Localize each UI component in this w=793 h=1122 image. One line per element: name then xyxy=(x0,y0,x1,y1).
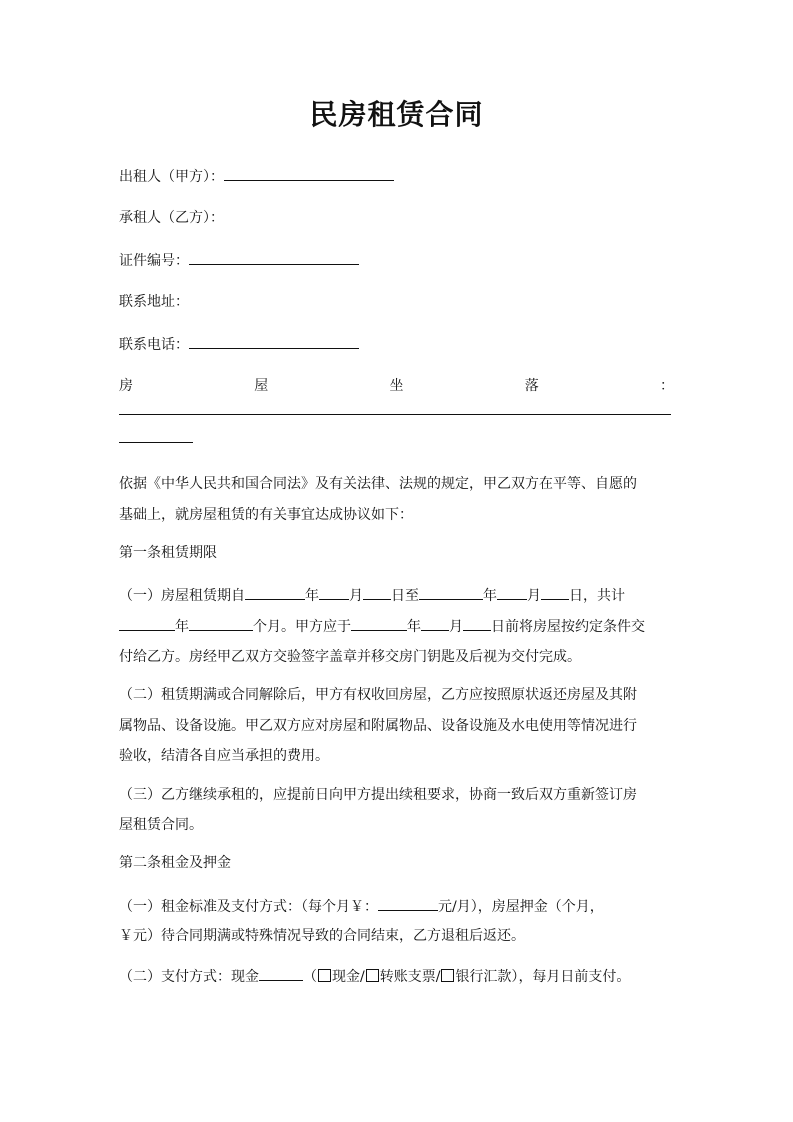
text-segment: 年 xyxy=(175,619,189,635)
checkbox-label: 转账支票/ xyxy=(379,969,441,985)
monthly-rent-blank[interactable] xyxy=(378,896,438,911)
delivery-year-blank[interactable] xyxy=(351,616,407,631)
intro-line-1: 依据《中华人民共和国合同法》及有关法律、法规的规定，甲乙双方在平等、自愿的 xyxy=(119,476,637,492)
end-month-blank[interactable] xyxy=(497,585,527,600)
house-location-blank-2[interactable] xyxy=(119,430,674,443)
id-number-field xyxy=(119,250,674,271)
text-segment: 元/月），房屋押金（个月， xyxy=(438,899,604,915)
article1-p2-line-2: 属物品、设备设施。甲乙双方应对房屋和附属物品、设备设施及水电使用等情况进行 xyxy=(119,718,637,734)
phone-field xyxy=(119,334,674,355)
cash-blank[interactable] xyxy=(259,966,303,981)
address-field xyxy=(119,292,674,312)
address-label: 联系地址： xyxy=(119,294,189,310)
lessor-blank[interactable] xyxy=(224,166,394,181)
text-segment: 年 xyxy=(483,588,497,604)
article1-p1-line-2 xyxy=(119,616,674,637)
phone-blank[interactable] xyxy=(189,334,359,349)
checkbox-label: 现金/ xyxy=(332,969,365,985)
bank-remittance-checkbox[interactable] xyxy=(441,969,454,982)
id-number-blank[interactable] xyxy=(189,250,359,265)
delivery-month-blank[interactable] xyxy=(421,616,449,631)
article1-heading: 第一条租赁期限 xyxy=(119,545,217,561)
text-segment: （ xyxy=(303,969,317,985)
location-char: 落 xyxy=(524,378,539,394)
location-char: 屋 xyxy=(254,378,269,394)
location-char: ： xyxy=(660,378,674,394)
total-years-blank[interactable] xyxy=(119,616,175,631)
article2-p2-line xyxy=(119,966,674,987)
location-char: 坐 xyxy=(389,378,404,394)
lessor-label: 出租人（甲方）： xyxy=(119,169,224,185)
article2-p1-line-1 xyxy=(119,896,674,917)
text-segment: 年 xyxy=(305,588,319,604)
lessee-label: 承租人（乙方）： xyxy=(119,210,224,226)
total-months-blank[interactable] xyxy=(189,616,253,631)
cash-checkbox[interactable] xyxy=(318,969,331,982)
article1-p1-line-1 xyxy=(119,585,674,606)
delivery-day-blank[interactable] xyxy=(463,616,491,631)
text-segment: 年 xyxy=(407,619,421,635)
article1-p1-line-3: 付给乙方。房经甲乙双方交验签字盖章并移交房门钥匙及后视为交付完成。 xyxy=(119,649,581,665)
intro-line-2: 基础上，就房屋租赁的有关事宜达成协议如下： xyxy=(119,507,413,523)
house-location-label xyxy=(119,376,674,396)
house-location-blank-1[interactable] xyxy=(119,402,674,415)
text-segment: 日前将房屋按约定条件交 xyxy=(491,619,645,635)
text-segment: （一）房屋租赁期自 xyxy=(119,588,245,604)
end-year-blank[interactable] xyxy=(419,585,483,600)
end-day-blank[interactable] xyxy=(541,585,569,600)
text-segment: 月 xyxy=(449,619,463,635)
text-segment: 月 xyxy=(527,588,541,604)
text-segment: 个月。甲方应于 xyxy=(253,619,351,635)
checkbox-label: 银行汇款） xyxy=(455,969,519,985)
lessor-field xyxy=(119,166,674,187)
text-segment: ，每月日前支付。 xyxy=(518,969,631,985)
text-segment: 日至 xyxy=(391,588,419,604)
text-segment: 日，共计 xyxy=(569,588,625,604)
start-day-blank[interactable] xyxy=(363,585,391,600)
text-segment: （二）支付方式：现金 xyxy=(119,969,259,985)
start-month-blank[interactable] xyxy=(319,585,349,600)
start-year-blank[interactable] xyxy=(245,585,305,600)
article2-heading: 第二条租金及押金 xyxy=(119,855,231,871)
article2-p1-line-2: ￥元）待合同期满或特殊情况导致的合同结束，乙方退租后返还。 xyxy=(119,928,525,944)
text-segment: （一）租金标准及支付方式：（每个月￥： xyxy=(119,899,378,915)
document-title: 民房租赁合同 xyxy=(309,98,484,131)
transfer-check-checkbox[interactable] xyxy=(366,969,379,982)
article1-p2-line-3: 验收，结清各自应当承担的费用。 xyxy=(119,748,329,764)
id-number-label: 证件编号： xyxy=(119,253,189,269)
location-char: 房 xyxy=(119,378,133,394)
phone-label: 联系电话： xyxy=(119,337,189,353)
article1-p3-line-1: （三）乙方继续承租的，应提前日向甲方提出续租要求，协商一致后双方重新签订房 xyxy=(119,787,637,803)
article1-p2-line-1: （二）租赁期满或合同解除后，甲方有权收回房屋，乙方应按照原状返还房屋及其附 xyxy=(119,687,637,703)
lessee-field xyxy=(119,208,674,228)
article1-p3-line-2: 屋租赁合同。 xyxy=(119,817,203,833)
text-segment: 月 xyxy=(349,588,363,604)
